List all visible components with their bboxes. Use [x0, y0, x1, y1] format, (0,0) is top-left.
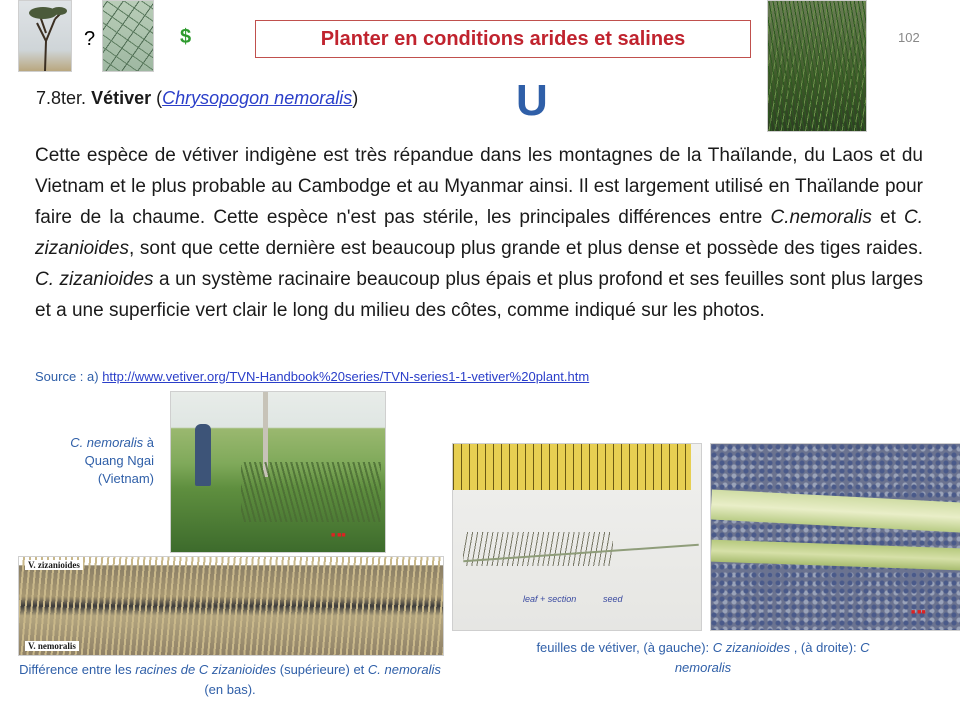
wide-leaf-blade: [710, 489, 960, 532]
roots-caption-e: (en bas).: [204, 682, 256, 697]
roots-photo-caption: [18, 660, 442, 700]
roots-photo: [18, 556, 444, 656]
narrow-leaf-blade: [711, 540, 960, 571]
tree-icon: [19, 1, 71, 71]
cracked-soil-thumbnail: [102, 0, 154, 72]
big-letter-u: U: [516, 76, 548, 125]
page-title-text: Planter en conditions arides et salines: [320, 27, 686, 50]
body-text-4: a un système racinaire beaucoup plus épais et plus profond et ses feuilles sont plus larges et a une superficie vert clair le long du milieu des côtes, comme indiqué sur les photos.: [35, 269, 923, 321]
leaves-photo-caption: [528, 638, 878, 678]
photo-stamp-2: ■ ■■: [911, 609, 926, 616]
leaves-comparison-photo: [710, 443, 960, 631]
body-text-2: et: [871, 207, 904, 228]
field-caption-species: C. nemoralis: [70, 435, 144, 450]
body-text-3: , sont que cette dernière est beaucoup plus grande et plus dense et possède des tiges raides.: [129, 238, 923, 259]
page-number: 102: [898, 30, 920, 45]
photo-stamp: ■ ■■: [331, 532, 346, 539]
roots-label-bottom: V. nemoralis: [25, 641, 79, 651]
person: [195, 424, 211, 486]
heading-close-paren: ): [352, 88, 359, 108]
leaves-caption-a: feuilles de vétiver, (à gauche):: [536, 640, 713, 655]
leaf-note-2: seed: [603, 594, 623, 604]
source-prefix: Source : a): [35, 369, 103, 384]
leaf-specimen-photo: [452, 443, 702, 631]
section-heading: [36, 88, 358, 109]
body-italic-3: C. zizanioides: [35, 269, 154, 290]
heading-name: Vétiver: [91, 88, 152, 108]
leaves-caption-b: C zizanioides: [712, 640, 791, 655]
question-mark: ?: [84, 28, 96, 50]
heading-latin-link[interactable]: Chrysopogon nemoralis: [162, 88, 353, 108]
roots-label-top: V. zizanioides: [25, 560, 83, 570]
field-photo: [170, 391, 386, 553]
dollar-mark: $: [180, 26, 192, 48]
leaves-caption-d: C nemoralis: [674, 640, 870, 675]
grass-clump: [241, 462, 381, 522]
ruler: [453, 444, 691, 490]
dry-tree-thumbnail: [18, 0, 72, 72]
source-link[interactable]: http://www.vetiver.org/TVN-Handbook%20series/TVN-series1-1-vetiver%20plant.htm: [102, 369, 590, 384]
body-text-1: Cette espèce de vétiver indigène est très répandue dans les montagnes de la Thaïlande, du Laos et du Vietnam et le plus probable au Cambodge et au Myanmar ainsi. Il est largement utilisé en Thaïlande pour faire de la chaume. Cette espèce n'est pas stérile, les principales différences entre: [35, 145, 923, 228]
heading-number: 7.8ter.: [36, 88, 87, 108]
leaves-caption-c: , (à droite):: [790, 640, 861, 655]
source-line: [35, 369, 589, 384]
body-paragraph: [35, 140, 923, 326]
roots-caption-a: Différence entre les: [19, 662, 136, 677]
field-caption-rest: à Quang Ngai (Vietnam): [84, 435, 154, 486]
field-photo-caption: [36, 434, 154, 488]
roots-caption-b: racines de C zizanioides: [135, 662, 277, 677]
roots-caption-c: (supérieure) et: [276, 662, 368, 677]
body-italic-1: C.nemoralis: [770, 207, 872, 228]
leaf-note-1: leaf + section: [523, 594, 577, 604]
page-title: [255, 20, 751, 58]
heading-open-paren: (: [151, 88, 163, 108]
grass-thumbnail: [767, 0, 867, 132]
panicle: [463, 532, 613, 566]
roots-caption-d: C. nemoralis: [367, 662, 441, 677]
body-italic-2: C. zizanioides: [35, 207, 923, 259]
